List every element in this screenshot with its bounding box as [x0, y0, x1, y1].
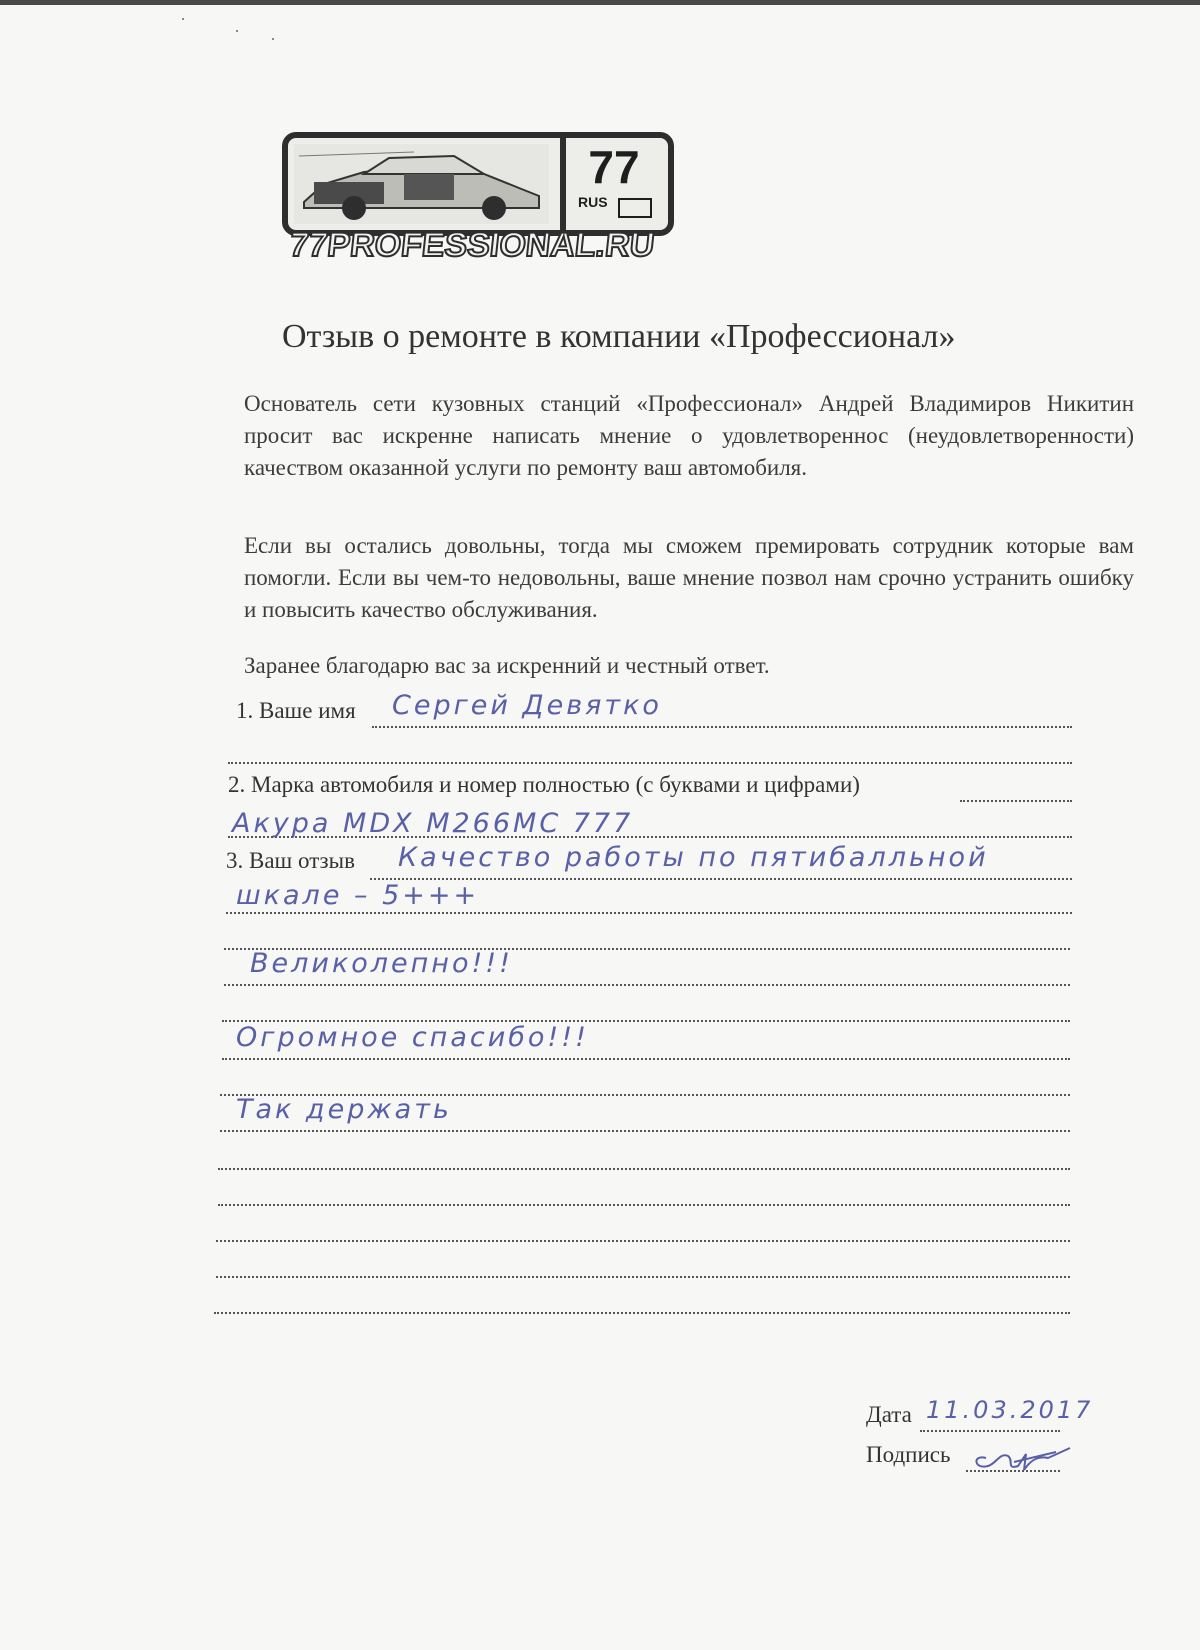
logo-plate-region: RUS [578, 194, 608, 210]
scan-speck [182, 18, 184, 20]
answer-line [214, 1312, 1070, 1314]
review-line-1: Качество работы по пятибалльной [398, 842, 989, 873]
review-line-3: Великолепно!!! [250, 948, 513, 979]
answer-name: Сергей Девятко [392, 690, 662, 721]
company-logo [282, 132, 674, 236]
document-title: Отзыв о ремонте в компании «Профессионал» [282, 318, 956, 355]
scan-speck [236, 30, 238, 32]
answer-line [222, 1058, 1070, 1060]
scan-top-border [0, 0, 1200, 5]
intro-paragraph-1: Основатель сети кузовных станций «Профессионал» Андрей Владимиров Никитин просит вас искренне написать мнение о удовлетвореннос (неудовлетворенности) качеством оказанной услуги по ремонту ваш автомобиля. [244, 391, 1134, 480]
question-name-label: 1. Ваше имя [236, 698, 356, 723]
answer-line [226, 912, 1072, 914]
question-review-label: 3. Ваш отзыв [226, 848, 355, 873]
thanks-text: Заранее благодарю вас за искренний и честный ответ. [244, 653, 770, 678]
flag-icon [618, 198, 652, 218]
date-value: 11.03.2017 [926, 1396, 1094, 1424]
logo-divider [560, 138, 566, 230]
signature-image [966, 1436, 1076, 1476]
answer-line [960, 800, 1072, 802]
date-label: Дата [866, 1402, 912, 1427]
answer-line [228, 762, 1072, 764]
signature-label: Подпись [866, 1442, 951, 1467]
answer-line [228, 836, 1072, 838]
scan-speck [272, 38, 274, 40]
answer-line [218, 1168, 1070, 1170]
answer-car: Акура MDX М266МС 777 [232, 808, 634, 839]
car-icon [294, 144, 549, 224]
intro-paragraph-2: Если вы остались довольны, тогда мы сможем премировать сотрудник которые вам помогли. Если вы чем-то недовольны, ваше мнение позвол нам срочно устранить ошибку и повысить качество обслуживания. [244, 533, 1134, 622]
question-car-label: 2. Марка автомобиля и номер полностью (с буквами и цифрами) [228, 772, 860, 797]
answer-line [216, 1240, 1070, 1242]
review-line-2: шкале – 5+++ [236, 880, 480, 911]
review-line-5: Так держать [236, 1094, 452, 1125]
answer-line [220, 1130, 1070, 1132]
date-line [920, 1430, 1060, 1432]
answer-line [216, 1276, 1070, 1278]
answer-line [224, 984, 1070, 986]
review-line-4: Огромное спасибо!!! [236, 1022, 589, 1053]
logo-plate-number: 77 [588, 141, 640, 193]
logo-website: 77PROFESSIONAL.RU [287, 226, 657, 264]
answer-line [218, 1204, 1070, 1206]
answer-line [372, 726, 1072, 728]
